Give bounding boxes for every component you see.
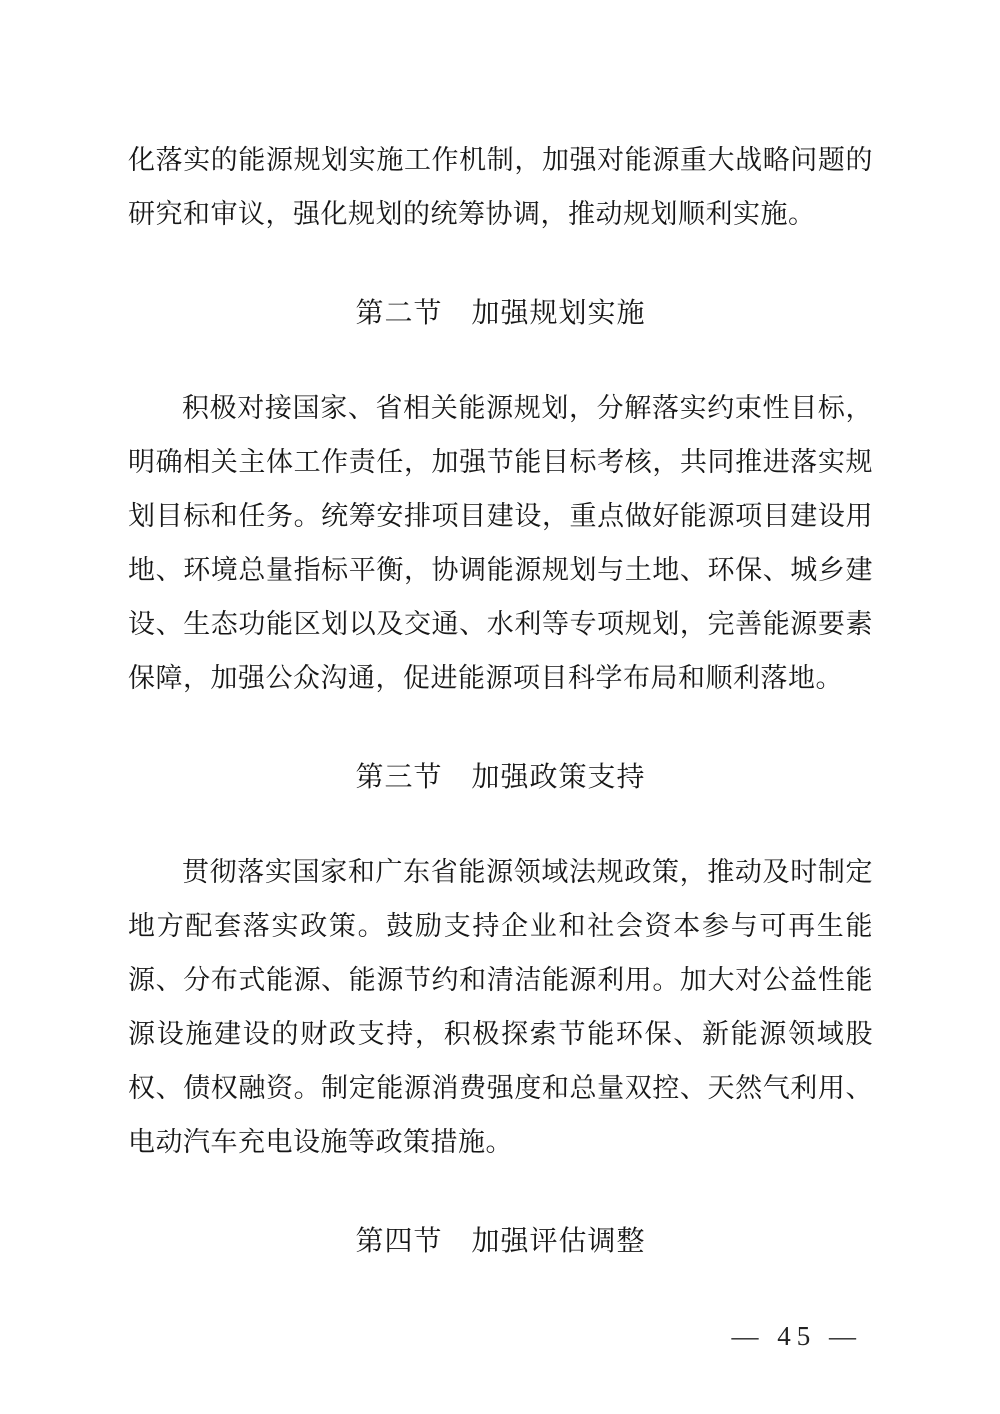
section-heading-3: 第三节 加强政策支持 — [355, 761, 646, 792]
paragraph-continuation: 化落实的能源规划实施工作机制，加强对能源重大战略问题的研究和审议，强化规划的统筹协调，推动规划顺利实施。 — [128, 145, 873, 229]
section-heading-2: 第二节 加强规划实施 — [355, 297, 646, 328]
section2-paragraph: 积极对接国家、省相关能源规划，分解落实约束性目标，明确相关主体工作责任，加强节能目标考核，共同推进落实规划目标和任务。统筹安排项目建设，重点做好能源项目建设用地、环境总量指标平衡，协调能源规划与土地、环保、城乡建设、生态功能区划以及交通、水利等专项规划，完善能源要素保障，加强公众沟通，促进能源项目科学布局和顺利落地。 — [128, 393, 873, 693]
page-number: — 45 — — [731, 1321, 862, 1351]
section-heading-4: 第四节 加强评估调整 — [355, 1225, 646, 1256]
section3-paragraph: 贯彻落实国家和广东省能源领域法规政策，推动及时制定地方配套落实政策。鼓励支持企业和社会资本参与可再生能源、分布式能源、能源节约和清洁能源利用。加大对公益性能源设施建设的财政支持，积极探索节能环保、新能源领域股权、债权融资。制定能源消费强度和总量双控、天然气利用、电动汽车充电设施等政策措施。 — [128, 857, 873, 1157]
